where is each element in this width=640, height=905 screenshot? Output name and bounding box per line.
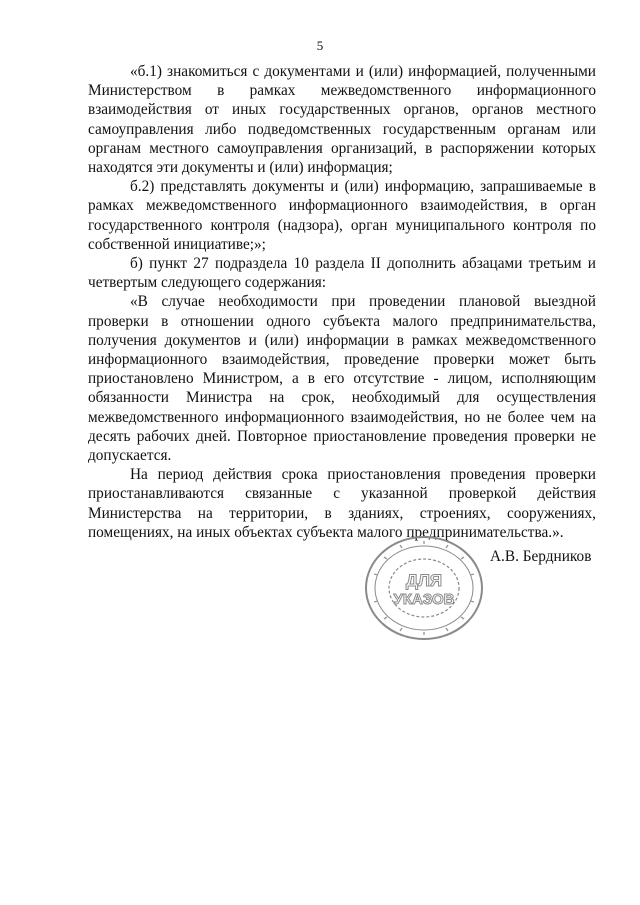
stamp-text-line1: ДЛЯ bbox=[405, 571, 443, 590]
signatory-name: А.В. Бердников bbox=[490, 548, 592, 565]
signature-block bbox=[360, 532, 610, 647]
stamp-text-line2: УКАЗОВ bbox=[393, 591, 455, 608]
official-stamp bbox=[360, 532, 488, 644]
paragraph-b: б) пункт 27 подраздела 10 раздела II дополнить абзацами третьим и четвертым следующего содержания: bbox=[88, 255, 596, 292]
page-number: 5 bbox=[316, 38, 324, 53]
paragraph-b1: «б.1) знакомиться с документами и (или) информацией, полученными Министерством в рамках межведомственного информационного взаимодействия от иных государственных органов, органов местного самоуправления либо подведомственных государственным органам или органам местного самоуправления организаций, в распоряжении которых находятся эти документы и (или) информация; bbox=[88, 63, 596, 177]
document-body bbox=[88, 62, 596, 542]
paragraph-suspension: «В случае необходимости при проведении плановой выездной проверки в отношении одного субъекта малого предпринимательства, получения документов и (или) информации в рамках межведомственного информационного взаимодействия, проведение проверки может быть приостановлено Министром, а в его отсутствие - лицом, исполняющим обязанности Министра на срок, необходимый для осуществления межведомственного информационного взаимодействия, но не более чем на десять рабочих дней. Повторное приостановление проведения проверки не допускается. bbox=[88, 293, 596, 465]
paragraph-b2: б.2) представлять документы и (или) информацию, запрашиваемые в рамках межведомственного информационного взаимодействия, в орган государственного контроля (надзора), орган муниципального контроля по собственной инициативе;»; bbox=[88, 178, 596, 253]
paragraph-suspension-period: На период действия срока приостановления проведения проверки приостанавливаются связанные с указанной проверкой действия Министерства на территории, в зданиях, строениях, сооружениях, помещениях, на иных объектах субъекта малого предпринимательства.». bbox=[88, 466, 596, 541]
